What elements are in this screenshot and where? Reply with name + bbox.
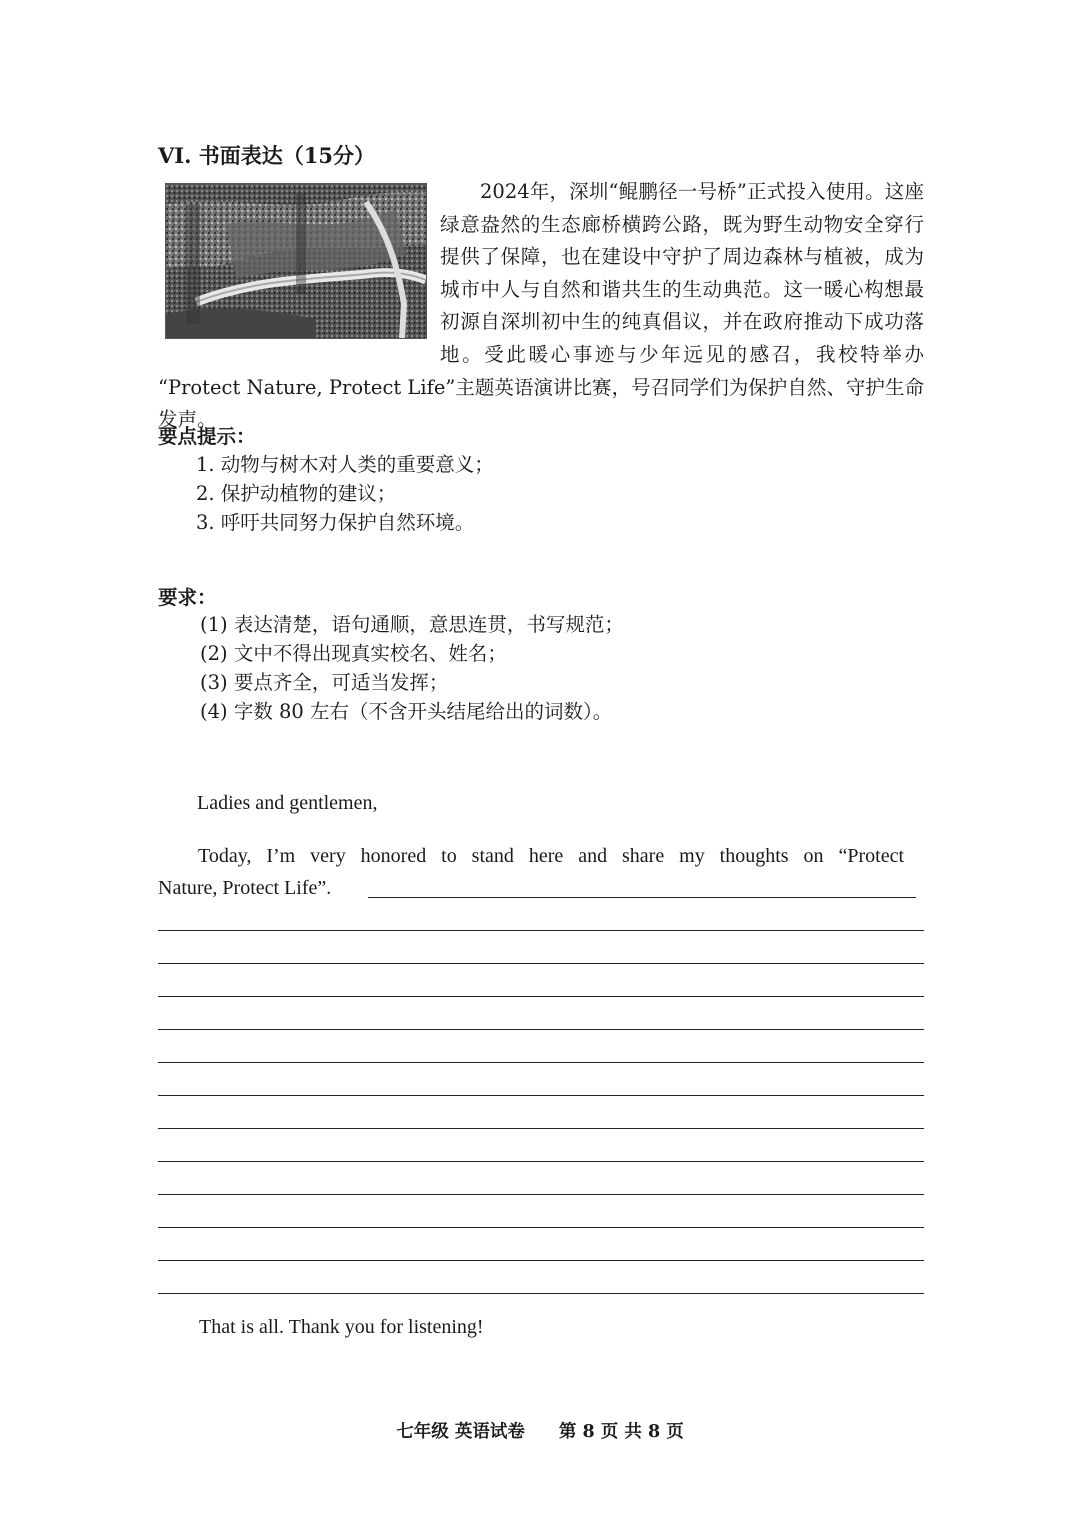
essay-greeting: Ladies and gentlemen, [197, 792, 378, 814]
background-passage [158, 176, 924, 437]
list-item: 3. 呼吁共同努力保护自然环境。 [196, 511, 475, 534]
list-item: (4) 字数 80 左右（不含开头结尾给出的词数）。 [200, 700, 613, 723]
footer-page-info: 第 8 页 共 8 页 [558, 1422, 684, 1442]
writing-line[interactable] [158, 1029, 924, 1030]
writing-line[interactable] [158, 963, 924, 964]
hints-list [196, 450, 494, 537]
writing-line[interactable] [158, 1293, 924, 1294]
background-text: 2024年，深圳“鲲鹏径一号桥”正式投入使用。这座绿意盎然的生态廊桥横跨公路，既为野生动物安全穿行提供了保障，也在建设中守护了周边森林与植被，成为城市中人与自然和谐共生的生动典范。这一暖心构想最初源自深圳初中生的纯真倡议，并在政府推动下成功落地。受此暖心事迹与少年远见的感召，我校特举办 “Protect Nature, Protect Life”主题英语演讲比赛，号召同学们为保护自然、守护生命发声。 [158, 180, 924, 432]
writing-line[interactable] [368, 897, 916, 898]
writing-line[interactable] [158, 930, 924, 931]
list-item: 1. 动物与树木对人类的重要意义； [196, 453, 494, 476]
section-title: VI. 书面表达（15分） [158, 143, 375, 168]
hints-heading: 要点提示： [158, 425, 256, 448]
writing-line[interactable] [158, 1062, 924, 1063]
list-item: (2) 文中不得出现真实校名、姓名； [200, 642, 507, 665]
writing-line[interactable] [158, 1161, 924, 1162]
list-item: (3) 要点齐全，可适当发挥； [200, 671, 449, 694]
writing-line[interactable] [158, 1260, 924, 1261]
writing-line[interactable] [158, 1095, 924, 1096]
writing-line[interactable] [158, 1227, 924, 1228]
writing-line[interactable] [158, 996, 924, 997]
list-item: 2. 保护动植物的建议； [196, 482, 397, 505]
list-item: (1) 表达清楚，语句通顺，意思连贯，书写规范； [200, 613, 624, 636]
page-footer [0, 1418, 1080, 1443]
writing-line[interactable] [158, 1128, 924, 1129]
essay-opening-line2: Nature, Protect Life”. [158, 877, 332, 899]
writing-line[interactable] [158, 1194, 924, 1195]
footer-grade-subject: 七年级 英语试卷 [396, 1422, 525, 1442]
essay-closing: That is all. Thank you for listening! [199, 1316, 484, 1338]
requirements-heading: 要求： [158, 586, 217, 609]
requirements-list [200, 610, 624, 726]
essay-opening-line1: Today, I’m very honored to stand here and share my thoughts on “Protect [198, 845, 904, 867]
